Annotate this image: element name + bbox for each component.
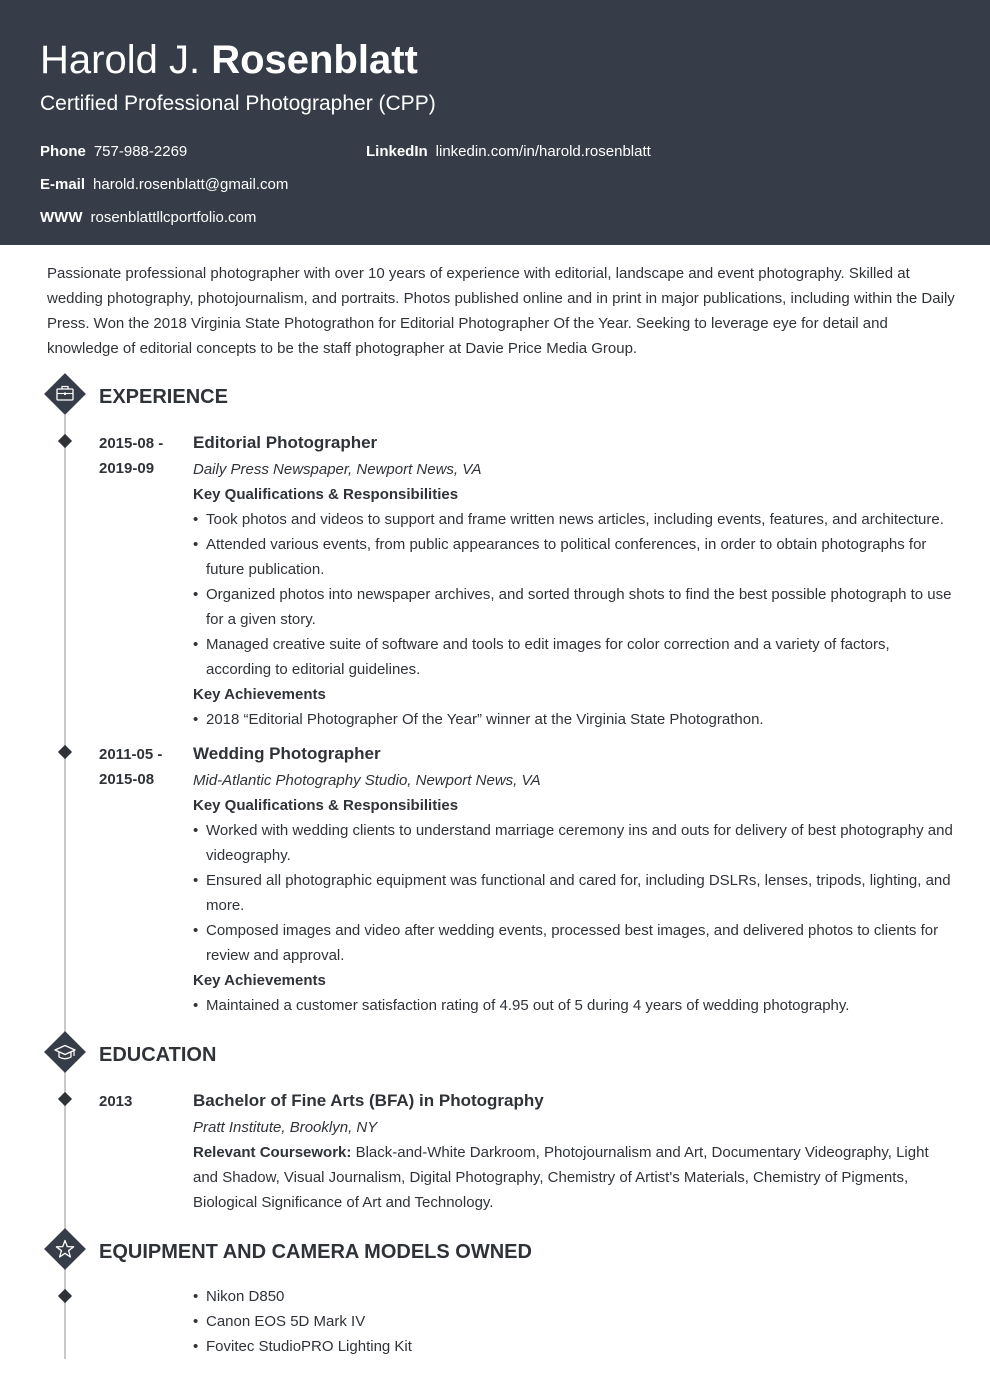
- job-entry: [193, 741, 955, 1018]
- education-entry: [193, 1088, 955, 1215]
- contact-linkedin: [366, 143, 651, 161]
- coursework-text: Black-and-White Darkroom, Photojournalism and Art, Documentary Videography, Light and Shadow, Visual Journalism, Digital Photography, Chemistry of Artist's Materials, Chemistry of Pigments, Biological Significance of Art and Technology.: [193, 1144, 929, 1211]
- timeline-marker: [58, 1289, 72, 1303]
- equipment-list: [193, 1284, 955, 1359]
- email-label: E-mail: [40, 176, 86, 193]
- experience-heading: EXPERIENCE: [99, 386, 228, 408]
- list-item: • Ensured all photographic equipment was functional and cared for, including DSLRs, lenses, tripods, lighting, and more.: [193, 868, 955, 918]
- job-role: Wedding Photographer: [193, 744, 381, 763]
- timeline-marker: [58, 1092, 72, 1106]
- equipment-entry: [193, 1284, 955, 1359]
- star-icon: [44, 1228, 86, 1270]
- list-item: • 2018 “Editorial Photographer Of the Year” winner at the Virginia State Photograthon.: [193, 707, 955, 732]
- timeline-line: [64, 415, 66, 1359]
- job-dates: 2015-08 - 2019-09: [99, 435, 164, 477]
- responsibilities-list: [193, 507, 955, 682]
- job-employer: Daily Press Newspaper, Newport News, VA: [193, 461, 482, 478]
- responsibilities-list: [193, 818, 955, 968]
- professional-summary: Passionate professional photographer with over 10 years of experience with editorial, landscape and event photography. Skilled at wedding photography, photojournalism, and portraits. Photos published online and in print in major publications, including within the Daily Press. Won the 2018 Virginia State Photograthon for Editorial Photographer Of the Year. Seeking to leverage eye for detail and knowledge of editorial concepts to be the staff photographer at Davie Price Media Group.: [47, 265, 955, 357]
- phone-label: Phone: [40, 143, 86, 160]
- list-item: • Managed creative suite of software and tools to edit images for color correction and a variety of factors, according to editorial guidelines.: [193, 632, 955, 682]
- coursework: [193, 1140, 955, 1215]
- contact-email: [40, 176, 288, 194]
- job-employer: Mid-Atlantic Photography Studio, Newport News, VA: [193, 772, 541, 789]
- website-link[interactable]: rosenblattllcportfolio.com: [90, 209, 257, 226]
- list-item: • Fovitec StudioPRO Lighting Kit: [193, 1334, 955, 1359]
- achievements-list: [193, 707, 955, 732]
- timeline-marker: [58, 745, 72, 759]
- job-title: Certified Professional Photographer (CPP): [40, 92, 436, 115]
- responsibilities-heading: Key Qualifications & Responsibilities: [193, 486, 459, 503]
- list-item: • Attended various events, from public appearances to political conferences, in order to obtain photographs for future publication.: [193, 532, 955, 582]
- last-name: Rosenblatt: [211, 38, 418, 82]
- phone-value[interactable]: 757-988-2269: [93, 143, 188, 160]
- contact-www: [40, 209, 256, 227]
- education-heading: EDUCATION: [99, 1044, 217, 1066]
- responsibilities-heading: Key Qualifications & Responsibilities: [193, 797, 459, 814]
- job-dates: 2011-05 - 2015-08: [99, 746, 163, 788]
- list-item: • Maintained a customer satisfaction rating of 4.95 out of 5 during 4 years of wedding photography.: [193, 993, 955, 1018]
- degree: Bachelor of Fine Arts (BFA) in Photography: [193, 1091, 544, 1110]
- list-item: • Took photos and videos to support and frame written news articles, including events, features, and architecture.: [193, 507, 955, 532]
- first-name: Harold J.: [40, 38, 201, 82]
- achievements-heading: Key Achievements: [193, 972, 326, 989]
- achievements-list: [193, 993, 955, 1018]
- list-item: • Worked with wedding clients to understand marriage ceremony ins and outs for delivery of best photography and videography.: [193, 818, 955, 868]
- graduation-year: 2013: [99, 1093, 133, 1110]
- linkedin-link[interactable]: linkedin.com/in/harold.rosenblatt: [435, 143, 651, 160]
- list-item: • Composed images and video after wedding events, processed best images, and delivered photos to clients for review and approval.: [193, 918, 955, 968]
- www-label: WWW: [40, 209, 83, 226]
- briefcase-icon: [44, 373, 86, 415]
- school: Pratt Institute, Brooklyn, NY: [193, 1119, 378, 1136]
- candidate-name: [40, 36, 418, 84]
- contact-phone: [40, 143, 187, 161]
- email-link[interactable]: harold.rosenblatt@gmail.com: [93, 176, 289, 193]
- list-item: • Organized photos into newspaper archives, and sorted through shots to find the best possible photograph to use for a given story.: [193, 582, 955, 632]
- job-entry: [193, 430, 955, 732]
- equipment-heading: EQUIPMENT AND CAMERA MODELS OWNED: [99, 1241, 532, 1263]
- coursework-label: Relevant Coursework:: [193, 1144, 352, 1161]
- achievements-heading: Key Achievements: [193, 686, 326, 703]
- resume-header: [0, 0, 990, 245]
- timeline-marker: [58, 434, 72, 448]
- list-item: • Nikon D850: [193, 1284, 955, 1309]
- list-item: • Canon EOS 5D Mark IV: [193, 1309, 955, 1334]
- linkedin-label: LinkedIn: [366, 143, 428, 160]
- job-role: Editorial Photographer: [193, 433, 378, 452]
- graduation-cap-icon: [44, 1031, 86, 1073]
